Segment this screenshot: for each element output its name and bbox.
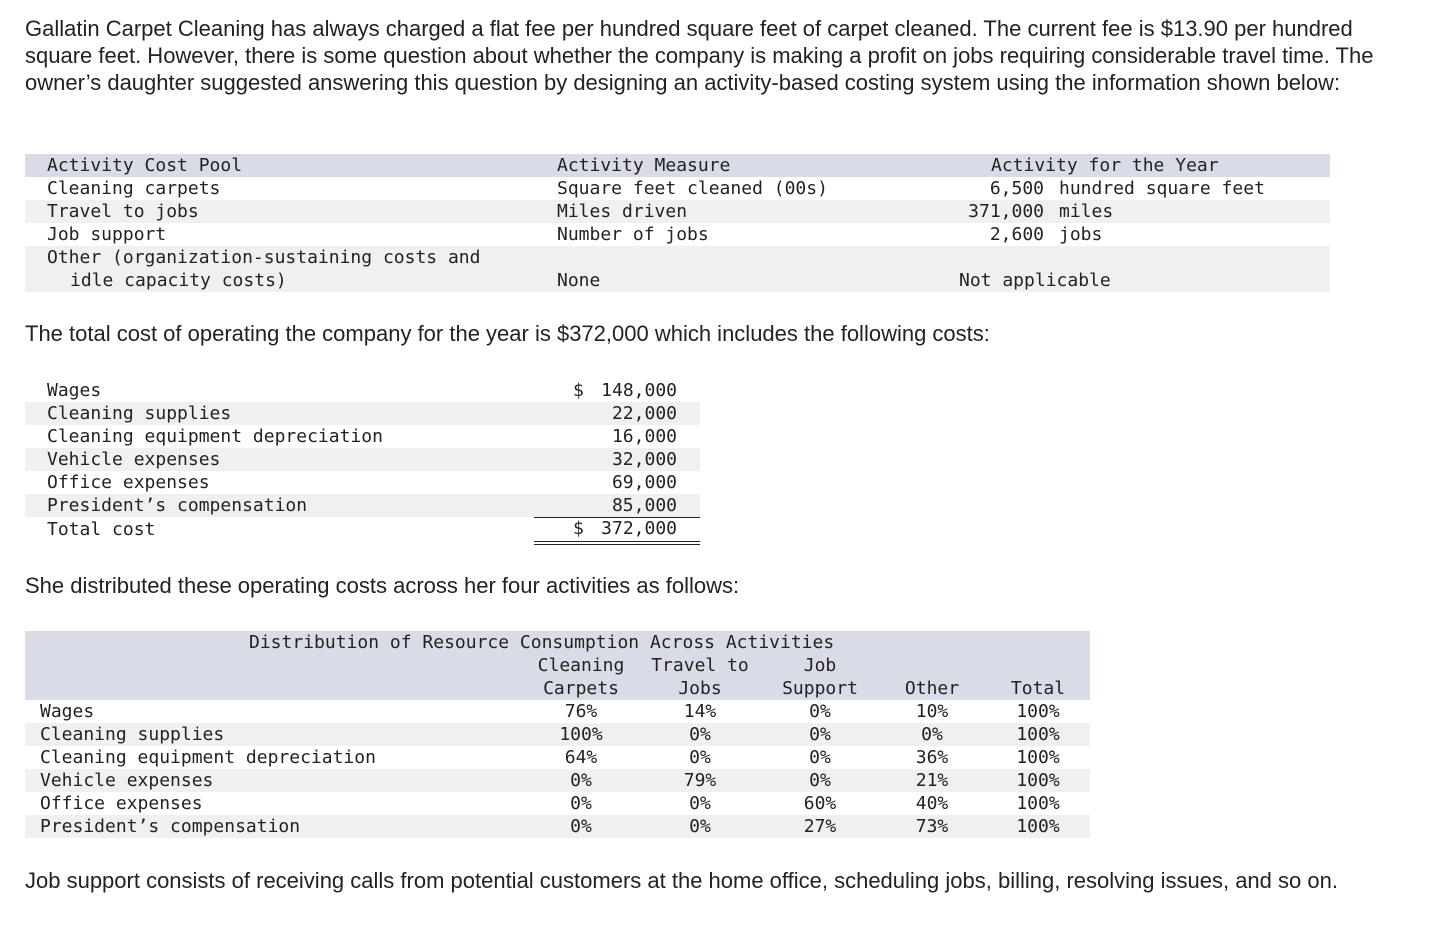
cost-amount: 148,000	[601, 380, 677, 401]
header-activity-measure: Activity Measure	[557, 155, 731, 176]
activity-qty: 371,000	[968, 201, 1044, 222]
cost-label: President’s compensation	[47, 495, 308, 516]
row-label: Vehicle expenses	[40, 770, 214, 791]
activity-unit: jobs	[1059, 224, 1103, 245]
cost-label: Office expenses	[47, 472, 210, 493]
pct-cleaning: 0%	[570, 770, 592, 791]
cost-label: Cleaning supplies	[47, 403, 232, 424]
cost-amount: 22,000	[611, 403, 677, 424]
col-header-jobs: Jobs	[678, 678, 722, 699]
table-row	[25, 223, 1330, 246]
measure-label: Miles driven	[557, 201, 688, 222]
pct-travel: 0%	[689, 747, 711, 768]
total-amount: 372,000	[601, 518, 677, 539]
activity-qty: 6,500	[989, 178, 1044, 199]
activity-qty: Not applicable	[959, 270, 1111, 291]
col-header-carpets: Carpets	[543, 678, 619, 699]
activity-cost-pool-table	[25, 154, 1330, 292]
measure-label: Square feet cleaned (00s)	[557, 178, 828, 199]
pct-other: 40%	[915, 793, 949, 814]
table-header-row	[25, 631, 1090, 654]
row-label: Cleaning equipment depreciation	[40, 747, 376, 768]
pct-job-support: 0%	[809, 770, 831, 791]
distribution-table	[25, 631, 1090, 838]
table-header-row	[25, 654, 1090, 677]
table-header-row	[25, 677, 1090, 700]
pct-travel: 0%	[689, 724, 711, 745]
row-label: Office expenses	[40, 793, 203, 814]
total-row	[25, 517, 700, 541]
cost-intro-paragraph: The total cost of operating the company for the year is $372,000 which includes the following costs:	[25, 321, 990, 346]
pct-cleaning: 64%	[564, 747, 598, 768]
pct-other: 21%	[915, 770, 949, 791]
table-row	[25, 700, 1090, 723]
intro-paragraph: Gallatin Carpet Cleaning has always charged a flat fee per hundred square feet of carpet cleaned. The current fee is $13.90 per hundred square feet. However, there is some question about whether the company is making a profit on jobs requiring considerable travel time. The owner’s daughter suggested answering this question by designing an activity-based costing system using the information shown below:	[25, 16, 1374, 95]
pct-total: 100%	[1016, 793, 1060, 814]
table-row	[25, 402, 700, 425]
col-header-total: Total	[1010, 678, 1066, 699]
pct-job-support: 27%	[803, 816, 837, 837]
col-header-support: Support	[782, 678, 858, 699]
pct-travel: 14%	[683, 701, 717, 722]
cost-amount: 85,000	[611, 495, 677, 516]
pct-other: 10%	[915, 701, 949, 722]
table-row	[25, 177, 1330, 200]
pct-total: 100%	[1016, 701, 1060, 722]
pool-label: Other (organization-sustaining costs and	[47, 247, 481, 268]
cost-amount: 32,000	[611, 449, 677, 470]
measure-label: None	[557, 270, 601, 291]
cost-label: Wages	[47, 380, 102, 401]
col-header-cleaning: Cleaning	[537, 655, 625, 676]
table-row	[25, 792, 1090, 815]
table-row	[25, 379, 700, 402]
pct-travel: 0%	[689, 793, 711, 814]
pct-total: 100%	[1016, 747, 1060, 768]
pct-travel: 79%	[683, 770, 717, 791]
col-header-travel: Travel to	[651, 655, 749, 676]
header-activity-for-year: Activity for the Year	[991, 155, 1219, 176]
table-row	[25, 494, 700, 517]
col-header-other: Other	[904, 678, 960, 699]
cost-label: Vehicle expenses	[47, 449, 221, 470]
double-rule-bottom	[534, 544, 700, 545]
row-label: Wages	[40, 701, 95, 722]
cost-label: Cleaning equipment depreciation	[47, 426, 383, 447]
dollar-sign: $	[573, 518, 584, 539]
pool-label: Travel to jobs	[47, 201, 199, 222]
cost-amount: 69,000	[611, 472, 677, 493]
table-row	[25, 471, 700, 494]
pool-label-continued: idle capacity costs)	[70, 270, 287, 291]
pct-cleaning: 0%	[570, 793, 592, 814]
measure-label: Number of jobs	[557, 224, 709, 245]
pct-total: 100%	[1016, 816, 1060, 837]
total-label: Total cost	[47, 519, 156, 540]
pct-other: 0%	[921, 724, 943, 745]
pct-cleaning: 100%	[559, 724, 603, 745]
table-row	[25, 425, 700, 448]
pct-job-support: 0%	[809, 747, 831, 768]
activity-unit: hundred square feet	[1059, 178, 1265, 199]
activity-unit: miles	[1059, 201, 1114, 222]
distribution-intro-paragraph: She distributed these operating costs across her four activities as follows:	[25, 573, 740, 598]
operating-cost-table	[25, 379, 700, 541]
row-label: Cleaning supplies	[40, 724, 225, 745]
pct-job-support: 0%	[809, 701, 831, 722]
table-row	[25, 246, 1330, 292]
pct-total: 100%	[1016, 770, 1060, 791]
pct-job-support: 60%	[803, 793, 837, 814]
pct-travel: 0%	[689, 816, 711, 837]
table-row	[25, 746, 1090, 769]
header-activity-cost-pool: Activity Cost Pool	[47, 155, 243, 176]
pct-job-support: 0%	[809, 724, 831, 745]
table-row	[25, 200, 1330, 223]
activity-qty: 2,600	[989, 224, 1044, 245]
table-row	[25, 723, 1090, 746]
double-rule-top	[534, 541, 700, 542]
pct-total: 100%	[1016, 724, 1060, 745]
table-row	[25, 769, 1090, 792]
table-row	[25, 448, 700, 471]
pool-label: Job support	[47, 224, 167, 245]
pool-label: Cleaning carpets	[47, 178, 221, 199]
pct-other: 73%	[915, 816, 949, 837]
cost-amount: 16,000	[611, 426, 677, 447]
col-header-job: Job	[803, 655, 837, 676]
pct-cleaning: 0%	[570, 816, 592, 837]
dollar-sign: $	[573, 380, 584, 401]
pct-other: 36%	[915, 747, 949, 768]
row-label: President’s compensation	[40, 816, 301, 837]
table-row	[25, 815, 1090, 838]
footer-paragraph: Job support consists of receiving calls from potential customers at the home office, scheduling jobs, billing, resolving issues, and so on.	[25, 868, 1338, 893]
distribution-title: Distribution of Resource Consumption Across Activities	[249, 632, 835, 653]
table-header-row	[25, 154, 1330, 177]
pct-cleaning: 76%	[564, 701, 598, 722]
